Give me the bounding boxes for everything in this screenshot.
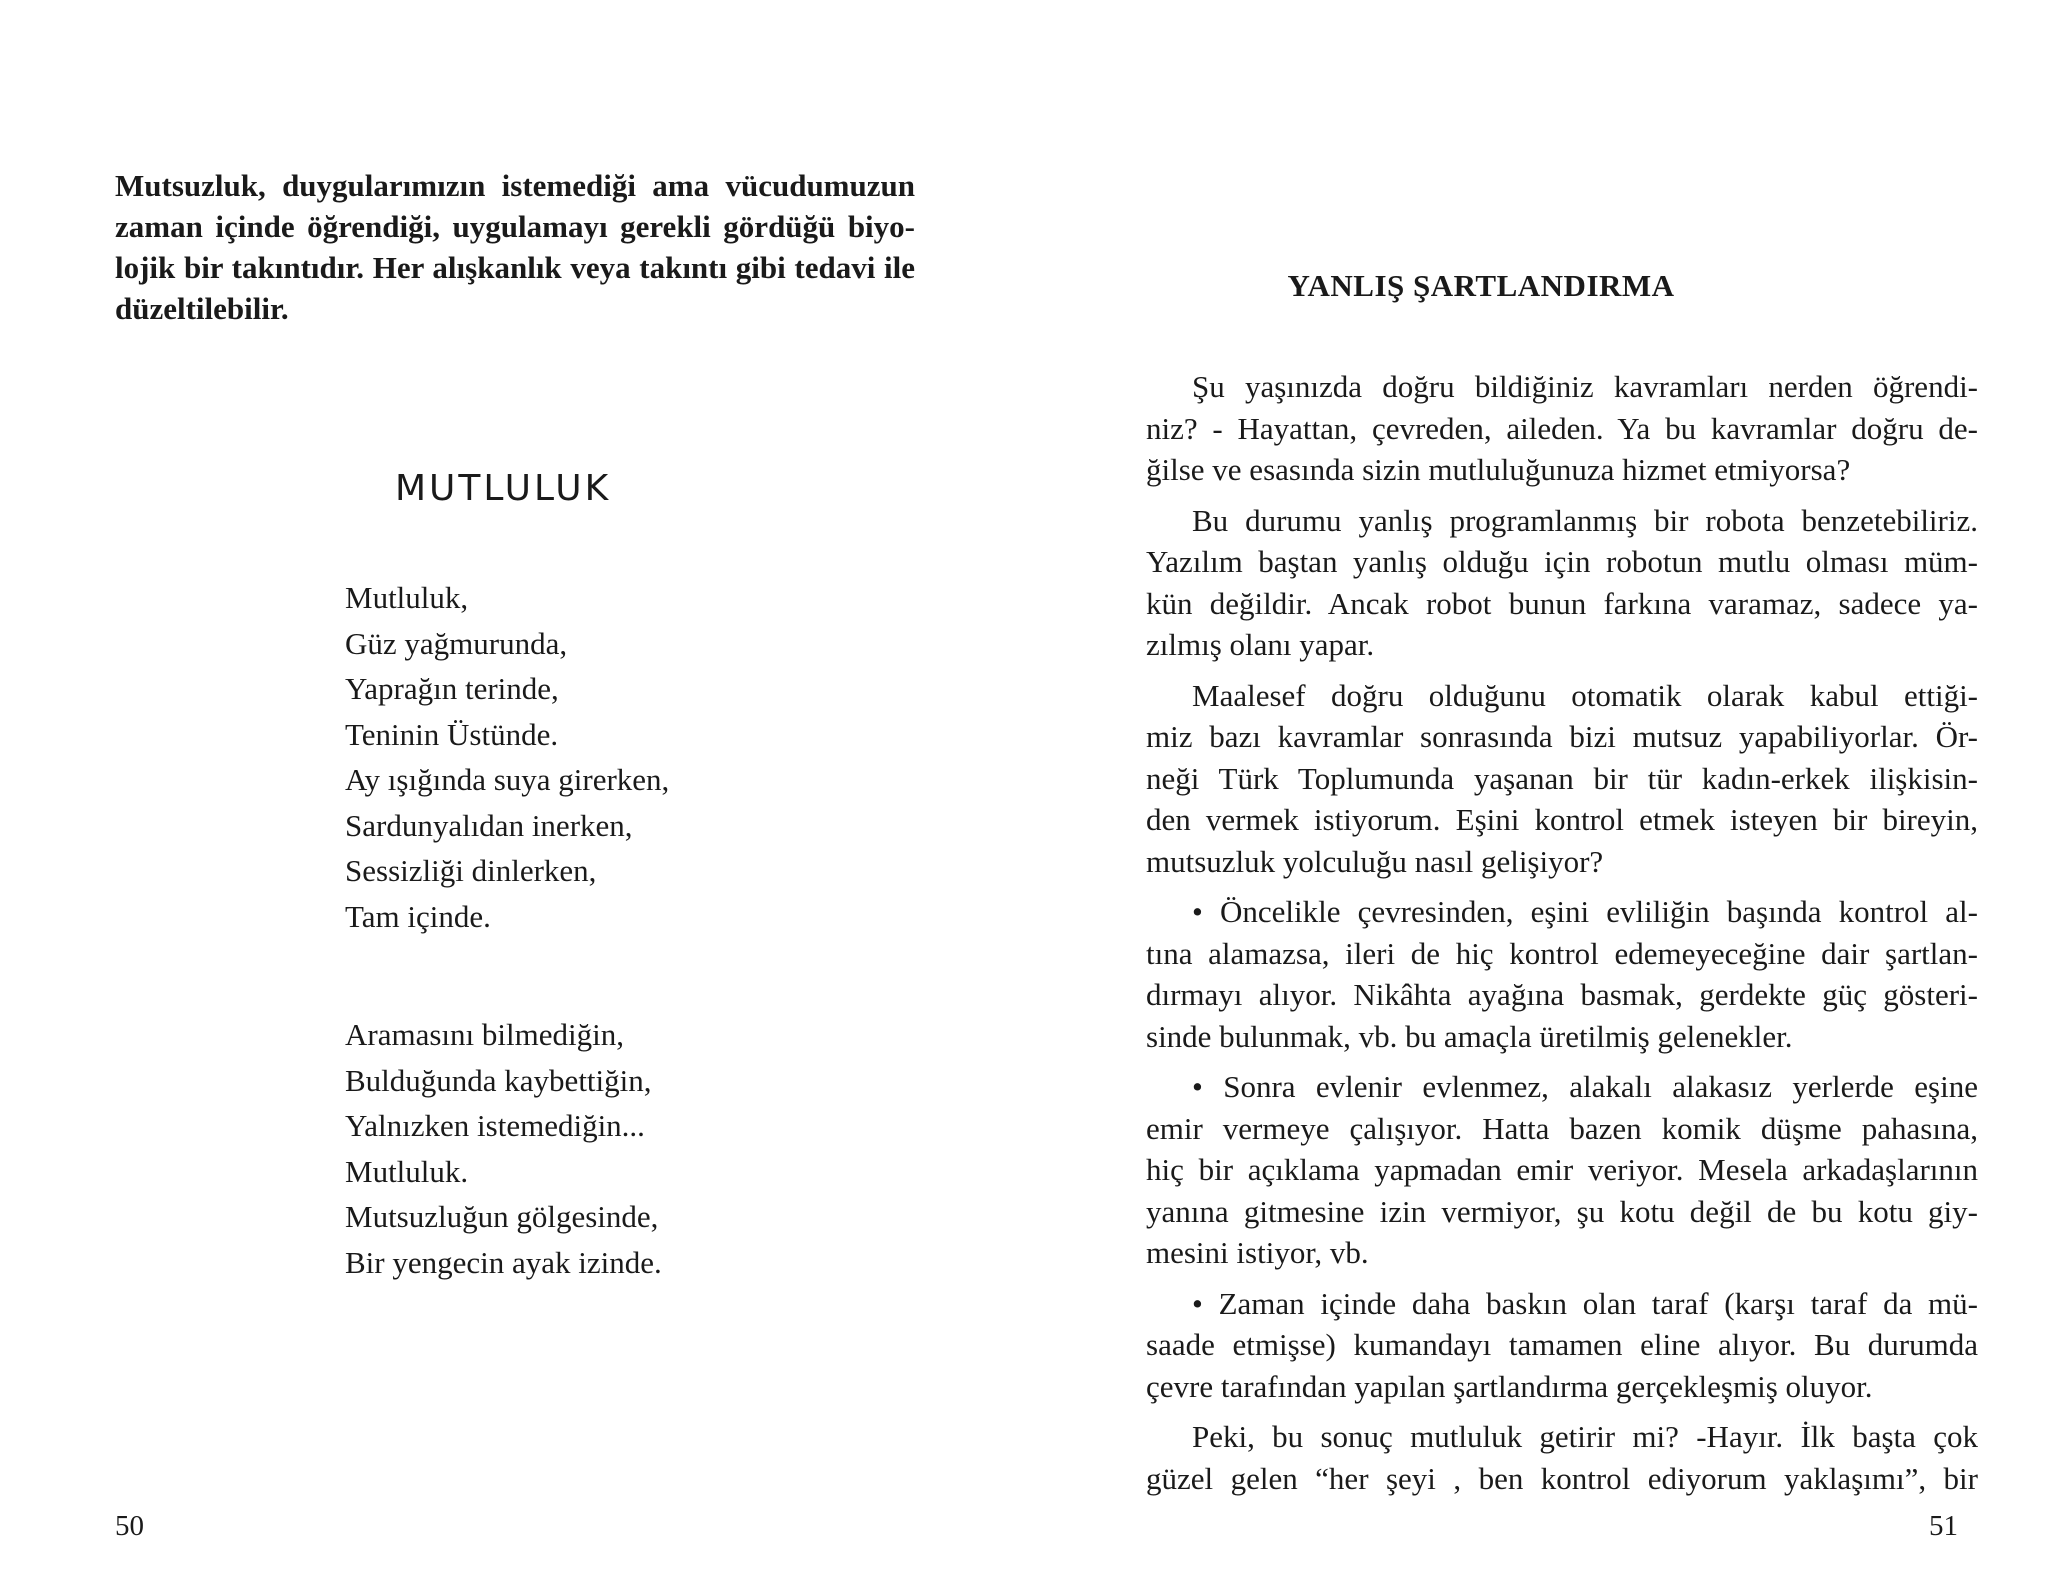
text-line: tına alamazsa, ileri de hiç kontrol edemeyeceğine dair şartlan- bbox=[1146, 935, 1978, 971]
right-page bbox=[1024, 0, 2048, 1593]
text-line: saade etmişse) kumandayı tamamen eline alıyor. Bu durumda bbox=[1146, 1327, 1978, 1362]
poem-line: Güz yağmurunda, bbox=[345, 625, 568, 661]
text-line: • Sonra evlenir evlenmez, alakalı alakasız yerlerde eşine bbox=[1192, 1069, 1978, 1104]
text-line: mesini istiyor, vb. bbox=[1146, 1235, 1369, 1270]
text-line: çevre tarafından yapılan şartlandırma gerçekleşmiş oluyor. bbox=[1146, 1368, 1873, 1404]
intro-line: Mutsuzluk, duygularımızın istemediği ama vücudumuzun bbox=[115, 168, 915, 203]
text-line: neği Türk Toplumunda yaşanan bir tür kadın-erkek ilişkisin- bbox=[1146, 760, 1978, 796]
poem-line: Yaprağın terinde, bbox=[345, 671, 559, 706]
poem-line: Bulduğunda kaybettiğin, bbox=[345, 1062, 652, 1098]
paragraph bbox=[1146, 366, 1978, 491]
poem-stanza-1 bbox=[345, 575, 845, 939]
text-line: sinde bulunmak, vb. bu amaçla üretilmiş gelenekler. bbox=[1146, 1018, 1793, 1054]
bullet-paragraph bbox=[1146, 891, 1978, 1057]
text-line: miz bazı kavramlar sonrasında bizi mutsuz yapabiliyorlar. Ör- bbox=[1146, 719, 1978, 754]
bullet-paragraph bbox=[1146, 1283, 1978, 1408]
poem-stanza-2 bbox=[345, 1012, 845, 1285]
poem-line: Mutluluk, bbox=[345, 580, 469, 615]
chapter-title: YANLIŞ ŞARTLANDIRMA bbox=[1287, 268, 1675, 303]
text-line: hiç bir açıklama yapmadan emir veriyor. Mesela arkadaşlarının bbox=[1146, 1152, 1978, 1187]
text-line: niz? - Hayattan, çevreden, aileden. Ya bu kavramlar doğru de- bbox=[1146, 410, 1978, 446]
intro-line: lojik bir takıntıdır. Her alışkanlık veya takıntı gibi tedavi ile bbox=[115, 250, 915, 285]
intro-paragraph bbox=[115, 165, 915, 329]
text-line: dırmayı alıyor. Nikâhta ayağına basmak, gerdekte güç gösteri- bbox=[1146, 977, 1978, 1012]
chapter-body bbox=[1146, 366, 1978, 1508]
text-line: güzel gelen “her şeyi , ben kontrol ediyorum yaklaşımı”, bir bbox=[1146, 1460, 1978, 1496]
paragraph bbox=[1146, 1416, 1978, 1499]
paragraph bbox=[1146, 500, 1978, 666]
intro-line: zaman içinde öğrendiği, uygulamayı gerekli gördüğü biyo- bbox=[115, 209, 915, 244]
poem-title: MUTLULUK bbox=[395, 468, 612, 509]
poem-line: Sessizliği dinlerken, bbox=[345, 853, 597, 888]
poem-line: Tam içinde. bbox=[345, 898, 491, 934]
text-line: Şu yaşınızda doğru bildiğiniz kavramları nerden öğrendi- bbox=[1192, 369, 1978, 404]
text-line: yanına gitmesine izin vermiyor, şu kotu değil de bu kotu giy- bbox=[1146, 1193, 1978, 1229]
text-line: • Öncelikle çevresinden, eşini evliliğin başında kontrol al- bbox=[1192, 894, 1978, 929]
poem-line: Mutsuzluğun gölgesinde, bbox=[345, 1199, 659, 1234]
poem-line: Teninin Üstünde. bbox=[345, 716, 559, 752]
poem-line: Mutluluk. bbox=[345, 1153, 469, 1189]
poem-line: Yalnızken istemediğin... bbox=[345, 1108, 645, 1143]
poem-line: Aramasını bilmediğin, bbox=[345, 1017, 624, 1052]
paragraph bbox=[1146, 675, 1978, 883]
text-line: den vermek istiyorum. Eşini kontrol etmek isteyen bir bireyin, bbox=[1146, 802, 1978, 837]
text-line: Peki, bu sonuç mutluluk getirir mi? -Hayır. İlk başta çok bbox=[1192, 1419, 1978, 1454]
poem-line: Bir yengecin ayak izinde. bbox=[345, 1244, 662, 1280]
poem-line: Ay ışığında suya girerken, bbox=[345, 762, 670, 797]
poem-line: Sardunyalıdan inerken, bbox=[345, 807, 633, 843]
text-line: zılmış olanı yapar. bbox=[1146, 627, 1375, 662]
page-number-left: 50 bbox=[115, 1510, 144, 1542]
text-line: mutsuzluk yolculuğu nasıl gelişiyor? bbox=[1146, 843, 1604, 879]
bullet-paragraph bbox=[1146, 1066, 1978, 1274]
intro-line: düzeltilebilir. bbox=[115, 291, 289, 326]
page-number-right: 51 bbox=[1929, 1510, 1958, 1542]
text-line: emir vermeye çalışıyor. Hatta bazen komik düşme pahasına, bbox=[1146, 1110, 1978, 1146]
text-line: ğilse ve esasında sizin mutluluğunuza hizmet etmiyorsa? bbox=[1146, 452, 1851, 487]
text-line: • Zaman içinde daha baskın olan taraf (karşı taraf da mü- bbox=[1192, 1285, 1978, 1321]
text-line: kün değildir. Ancak robot bunun farkına varamaz, sadece ya- bbox=[1146, 585, 1978, 621]
text-line: Maalesef doğru olduğunu otomatik olarak kabul ettiği- bbox=[1192, 677, 1978, 713]
text-line: Bu durumu yanlış programlanmış bir robota benzetebiliriz. bbox=[1192, 502, 1978, 538]
text-line: Yazılım baştan yanlış olduğu için robotun mutlu olması müm- bbox=[1146, 544, 1978, 579]
